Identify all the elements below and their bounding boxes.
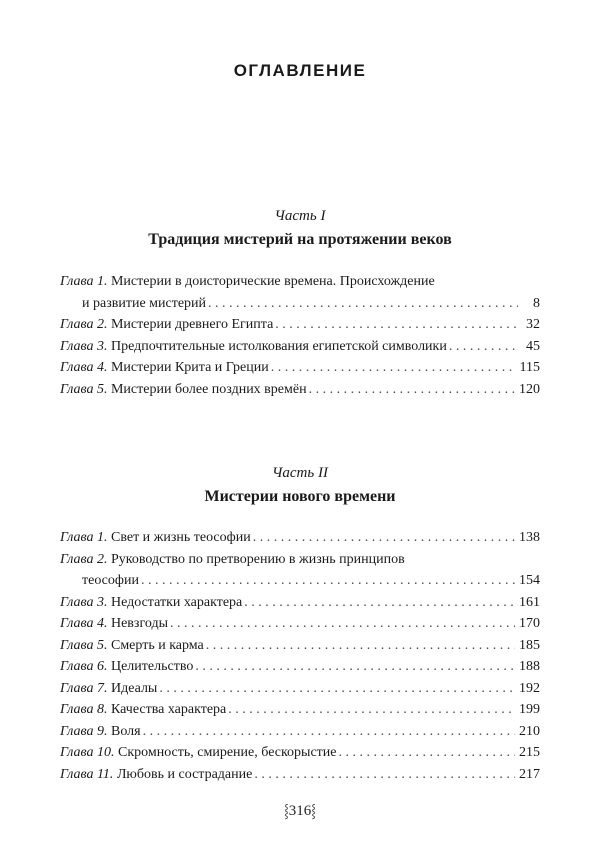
- chapter-title: Смерть и карма: [110, 637, 204, 653]
- ornament-right-icon: ⸾: [311, 803, 316, 818]
- chapter-label: Глава 8.: [60, 702, 108, 717]
- toc-entry[interactable]: [60, 699, 540, 721]
- page-footer: [0, 801, 600, 820]
- part-2-title: Мистерии нового времени: [204, 488, 396, 505]
- page-number: 210: [519, 723, 540, 739]
- chapter-title: Воля: [110, 723, 141, 739]
- chapter-label: Глава 10.: [60, 745, 115, 760]
- dot-leader: [339, 742, 515, 764]
- toc-entry[interactable]: [60, 549, 540, 592]
- chapter-title: Недостатки характера: [110, 594, 243, 610]
- chapter-title: Целительство: [110, 659, 194, 674]
- chapter-title-cont: теософии: [82, 573, 139, 588]
- page-title: ОГЛАВЛЕНИЕ: [233, 61, 367, 80]
- dot-leader: [159, 678, 515, 700]
- chapter-title: Идеалы: [110, 680, 158, 696]
- page-number: 188: [519, 659, 540, 674]
- toc-entry[interactable]: [60, 613, 540, 635]
- footer-page-number: 316: [288, 803, 312, 819]
- page-number: 199: [519, 702, 540, 717]
- page-number: 170: [519, 616, 540, 631]
- ornament-left-icon: ⸾: [284, 803, 289, 818]
- dot-leader: [141, 570, 515, 592]
- page-number: 217: [519, 766, 540, 782]
- dot-leader: [254, 764, 515, 786]
- dot-leader: [208, 293, 518, 315]
- page-number: 120: [519, 381, 540, 397]
- chapter-title: Руководство по претворению в жизнь принципов: [110, 551, 405, 567]
- dot-leader: [449, 336, 518, 358]
- chapter-label: Глава 5.: [60, 381, 108, 397]
- dot-leader: [195, 656, 515, 678]
- dot-leader: [244, 592, 515, 614]
- chapter-label: Глава 7.: [60, 680, 108, 696]
- chapter-label: Глава 4.: [60, 616, 108, 631]
- toc-entry[interactable]: [60, 635, 540, 657]
- chapter-label: Глава 11.: [60, 766, 114, 782]
- page-number: 185: [519, 637, 540, 653]
- chapter-title: Мистерии более поздних времён: [110, 381, 307, 397]
- page-number: 115: [519, 360, 540, 375]
- chapter-title: Мистерии в доисторические времена. Происхождение: [110, 274, 435, 289]
- chapter-label: Глава 1.: [60, 530, 108, 545]
- chapter-label: Глава 4.: [60, 360, 108, 375]
- chapter-title: Мистерии древнего Египта: [110, 317, 274, 332]
- dot-leader: [143, 721, 515, 743]
- page-number: 215: [519, 745, 540, 760]
- chapter-title-cont: и развитие мистерий: [82, 295, 207, 311]
- page-number: 161: [519, 594, 540, 610]
- dot-leader: [206, 635, 515, 657]
- chapter-label: Глава 5.: [60, 637, 108, 653]
- part-2-label: Часть II: [272, 465, 328, 481]
- toc-part-1: [60, 271, 540, 400]
- toc-entry[interactable]: [60, 678, 540, 700]
- chapter-title: Качества характера: [110, 702, 227, 717]
- chapter-label: Глава 2.: [60, 551, 108, 567]
- toc-entry[interactable]: [60, 721, 540, 743]
- toc-entry[interactable]: [60, 271, 540, 314]
- toc-entry[interactable]: [60, 656, 540, 678]
- page-number: 32: [526, 317, 540, 332]
- toc-entry[interactable]: [60, 592, 540, 614]
- toc-entry[interactable]: [60, 357, 540, 379]
- chapter-label: Глава 3.: [60, 594, 108, 610]
- chapter-title: Скромность, смирение, бескорыстие: [117, 745, 337, 760]
- page-number: 154: [519, 573, 540, 588]
- chapter-label: Глава 9.: [60, 723, 108, 739]
- dot-leader: [228, 699, 515, 721]
- toc-entry[interactable]: [60, 314, 540, 336]
- dot-leader: [309, 379, 515, 401]
- chapter-label: Глава 1.: [60, 274, 108, 289]
- page-number: 45: [526, 338, 540, 354]
- toc-entry[interactable]: [60, 764, 540, 786]
- toc-entry[interactable]: [60, 336, 540, 358]
- dot-leader: [271, 357, 516, 379]
- chapter-title: Предпочтительные истолкования египетской символики: [110, 338, 447, 354]
- chapter-title: Мистерии Крита и Греции: [110, 360, 269, 375]
- toc-part-2: [60, 527, 540, 785]
- page-number: 138: [519, 530, 540, 545]
- chapter-label: Глава 3.: [60, 338, 108, 354]
- dot-leader: [275, 314, 518, 336]
- part-1-label: Часть I: [274, 208, 326, 224]
- chapter-label: Глава 2.: [60, 317, 108, 332]
- toc-entry[interactable]: [60, 527, 540, 549]
- chapter-label: Глава 6.: [60, 659, 108, 674]
- dot-leader: [170, 613, 515, 635]
- chapter-title: Невзгоды: [110, 616, 168, 631]
- part-1-title: Традиция мистерий на протяжении веков: [148, 231, 452, 248]
- toc-entry[interactable]: [60, 379, 540, 401]
- toc-entry[interactable]: [60, 742, 540, 764]
- dot-leader: [253, 527, 515, 549]
- chapter-title: Любовь и сострадание: [116, 766, 253, 782]
- chapter-title: Свет и жизнь теософии: [110, 530, 251, 545]
- page-number: 192: [519, 680, 540, 696]
- page-number: 8: [533, 295, 540, 311]
